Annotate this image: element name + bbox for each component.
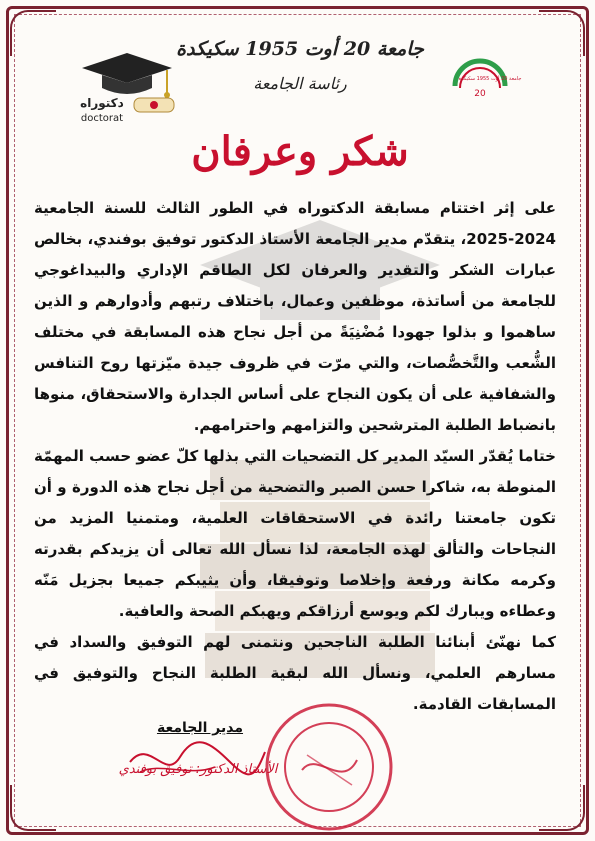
letter-paragraph-3: كما نهنّئ أبنائنا الطلبة الناجحين ونتمنى لهم التوفيق والسداد في مسارهم العلمي، ونسأل الله لبقية الطلبة النجاح والتوفيق في المسابقات القادمة. xyxy=(34,633,556,713)
university-logo xyxy=(440,56,540,116)
ornament-corner-bottom-left xyxy=(10,785,56,831)
doctorat-label-ar: دكتوراه xyxy=(80,96,124,110)
official-seal-stamp xyxy=(262,700,397,835)
signature-title: مدير الجامعة xyxy=(156,720,244,736)
doctorat-label-fr: doctorat xyxy=(80,113,124,124)
page-title: شكر وعرفان xyxy=(191,128,409,175)
svg-text:20: 20 xyxy=(474,89,486,99)
ornament-corner-bottom-right xyxy=(539,785,585,831)
signatory-name: الأستاذ الدكتور: توفيق بوفندي xyxy=(118,762,278,777)
letter-body xyxy=(34,193,556,720)
letter-paragraph-2: ختاما يُقدّر السيّد المدير كل التضحيات التي بذلها كلّ عضو حسب المهمّة المنوطة به، شاكرا حسن الصبر والتضحية من أجل نجاح هذه الدورة و أن تكون جامعتنا رائدة في الاستحقاقات العلمية، ومتمنيا المزيد من النجاحات والتألق لهذه الجامعة، لذا نسأل الله تعالى أن يزيدكم بقدرته وكرمه مكانة ورفعة وإخلاصا وتوفيقا، وأن يثيبكم جميعا بجزيل مَنّه وعطاءه ويبارك لكم ويوسع أرزاقكم ويهبكم الصحة والعافية. xyxy=(34,447,556,620)
ornament-corner-top-left xyxy=(10,10,56,56)
logo-caption: جامعة 20 أوت 1955 سكيكدة xyxy=(458,76,522,82)
ornament-corner-top-right xyxy=(539,10,585,56)
letter-paragraph-1: على إثر اختتام مسابقة الدكتوراه في الطور الثالث للسنة الجامعية 2024-2025، يتقدّم مدير الجامعة الأستاذ الدكتور توفيق بوفندي، بخالص عبارات الشكر والتقدير والعرفان لكل الطاقم الإداري والبيداغوجي للجامعة من أساتذة، موظفين وعمال، باختلاف رتبهم وأدوارهم و الذين ساهموا و بذلوا جهودا مُضْنِيَةً من أجل نجاح هذه المسابقة في مختلف الشُّعب والتَّخصُّصات، والتي مرّت في ظروف جيدة ميّزتها روح التنافس والشفافية على أن يكون النجاح على أساس الجدارة والاستحقاق، منوها بانضباط الطلبة المترشحين والتزامهم واحترامهم. xyxy=(34,199,556,434)
university-name: جامعة 20 أوت 1955 سكيكدة xyxy=(176,38,424,60)
presidency-label: رئاسة الجامعة xyxy=(253,74,347,93)
